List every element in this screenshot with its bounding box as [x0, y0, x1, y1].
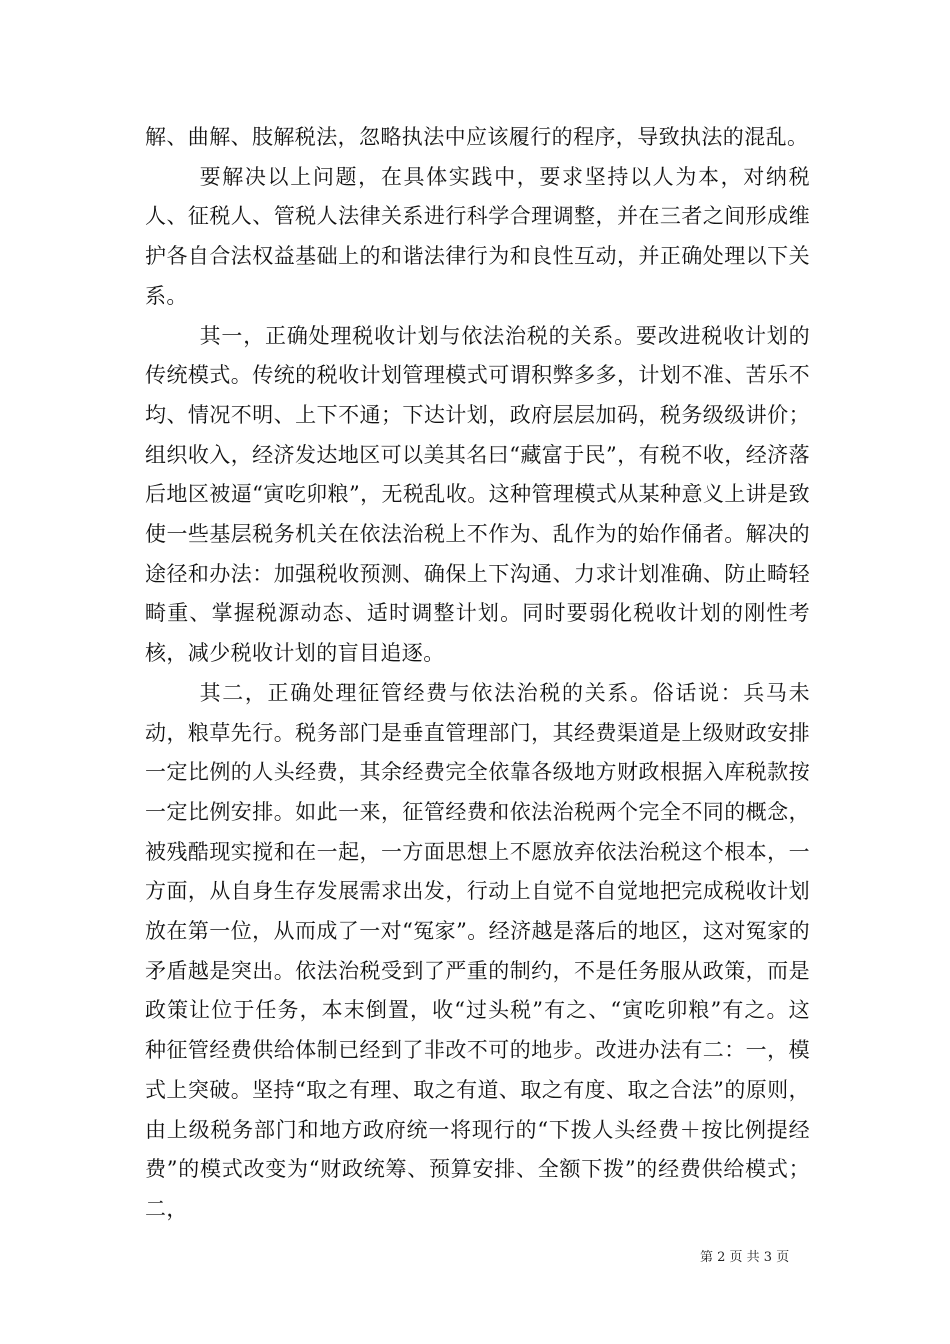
paragraph-2: 要解决以上问题，在具体实践中，要求坚持以人为本，对纳税人、征税人、管税人法律关系进行科学合理调整，并在三者之间形成维护各自合法权益基础上的和谐法律行为和良性互动，并正确处理以下关系。 — [145, 164, 810, 308]
paragraph-3: 其一，正确处理税收计划与依法治税的关系。要改进税收计划的传统模式。传统的税收计划管理模式可谓积弊多多，计划不准、苦乐不均、情况不明、上下不通；下达计划，政府层层加码，税务级级讲价；组织收入，经济发达地区可以美其名曰“藏富于民”，有税不收，经济落后地区被逼“寅吃卯粮”，无税乱收。这种管理模式从某种意义上讲是致使一些基层税务机关在依法治税上不作为、乱作为的始作俑者。解决的途径和办法：加强税收预测、确保上下沟通、力求计划准确、防止畸轻畸重、掌握税源动态、适时调整计划。同时要弱化税收计划的刚性考核，减少税收计划的盲目追逐。 — [145, 323, 810, 666]
document-body — [145, 118, 810, 1230]
page-number-footer: 第 2 页 共 3 页 — [700, 1250, 790, 1265]
paragraph-1: 解、曲解、肢解税法，忽略执法中应该履行的程序，导致执法的混乱。 — [145, 125, 809, 149]
paragraph-4: 其二，正确处理征管经费与依法治税的关系。俗话说：兵马未动，粮草先行。税务部门是垂直管理部门，其经费渠道是上级财政安排一定比例的人头经费，其余经费完全依靠各级地方财政根据入库税款按一定比例安排。如此一来，征管经费和依法治税两个完全不同的概念，被残酷现实搅和在一起，一方面思想上不愿放弃依法治税这个根本，一方面，从自身生存发展需求出发，行动上自觉不自觉地把完成税收计划放在第一位，从而成了一对“冤家”。经济越是落后的地区，这对冤家的矛盾越是突出。依法治税受到了严重的制约，不是任务服从政策，而是政策让位于任务，本末倒置，收“过头税”有之、“寅吃卯粮”有之。这种征管经费供给体制已经到了非改不可的地步。改进办法有二：一，模式上突破。坚持“取之有理、取之有道、取之有度、取之合法”的原则，由上级税务部门和地方政府统一将现行的“下拨人头经费＋按比例提经费”的模式改变为“财政统筹、预算安排、全额下拨”的经费供给模式；二， — [145, 680, 810, 1221]
